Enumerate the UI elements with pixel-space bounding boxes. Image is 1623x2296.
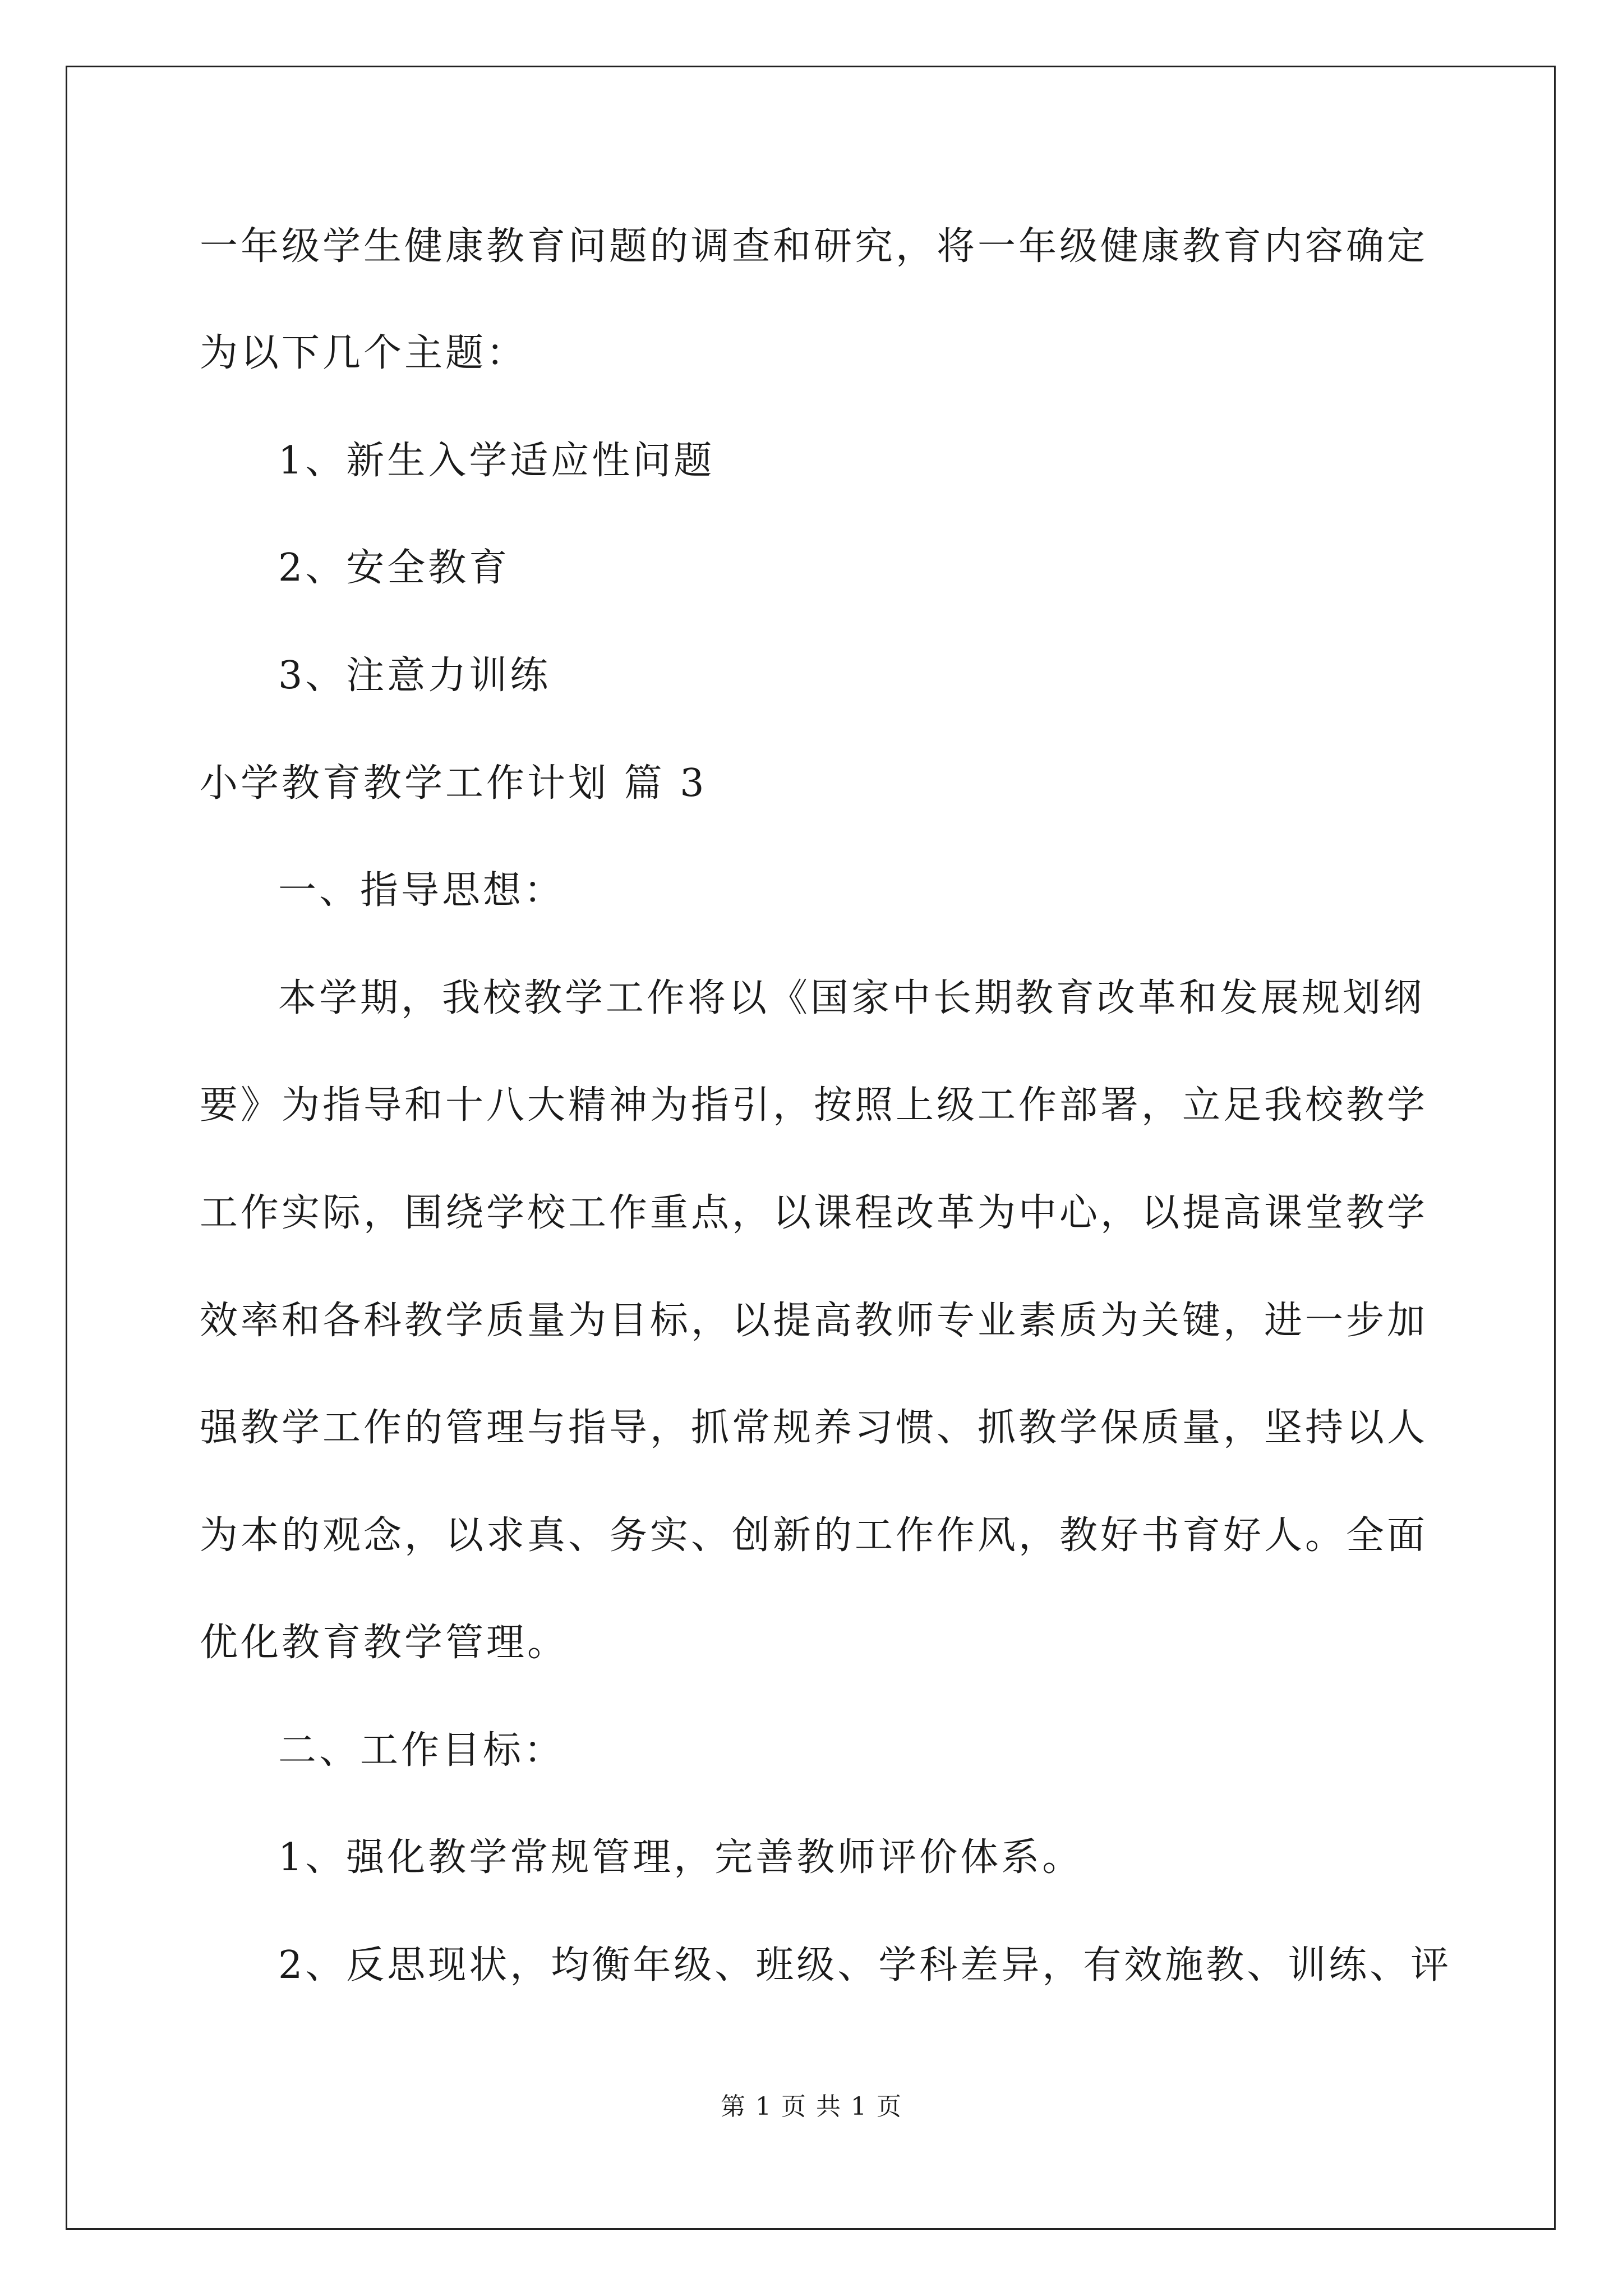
list-item: 3、注意力训练 [278, 654, 551, 698]
paragraph-line: 工作实际，围绕学校工作重点，以课程改革为中心，以提高课堂教学 [200, 1191, 1428, 1235]
paragraph-line: 为本的观念，以求真、务实、创新的工作作风，教好书育好人。全面 [200, 1513, 1428, 1558]
paragraph-line: 强教学工作的管理与指导，抓常规养习惯、抓教学保质量，坚持以人 [200, 1406, 1428, 1450]
paragraph-line: 要》为指导和十八大精神为指引，按照上级工作部署，立足我校教学 [200, 1083, 1428, 1128]
list-item: 1、新生入学适应性问题 [278, 439, 715, 483]
paragraph-line: 效率和各科教学质量为目标，以提高教师专业素质为关键，进一步加 [200, 1299, 1428, 1343]
paragraph-line: 优化教育教学管理。 [200, 1621, 569, 1665]
paragraph-line: 为以下几个主题： [200, 331, 528, 375]
paragraph-line: 本学期，我校教学工作将以《国家中长期教育改革和发展规划纲 [278, 976, 1425, 1020]
subsection-heading: 一、指导思想： [278, 868, 565, 913]
page-footer: 第 1 页 共 1 页 [721, 2092, 902, 2121]
section-heading: 小学教育教学工作计划 篇 3 [200, 761, 707, 806]
list-item: 2、反思现状，均衡年级、班级、学科差异，有效施教、训练、评 [278, 1943, 1452, 1987]
subsection-heading: 二、工作目标： [278, 1728, 565, 1773]
list-item: 1、强化教学常规管理，完善教师评价体系。 [278, 1835, 1083, 1880]
page-border [66, 66, 1556, 2230]
paragraph-line: 一年级学生健康教育问题的调查和研究，将一年级健康教育内容确定 [200, 224, 1428, 269]
list-item: 2、安全教育 [278, 546, 510, 590]
